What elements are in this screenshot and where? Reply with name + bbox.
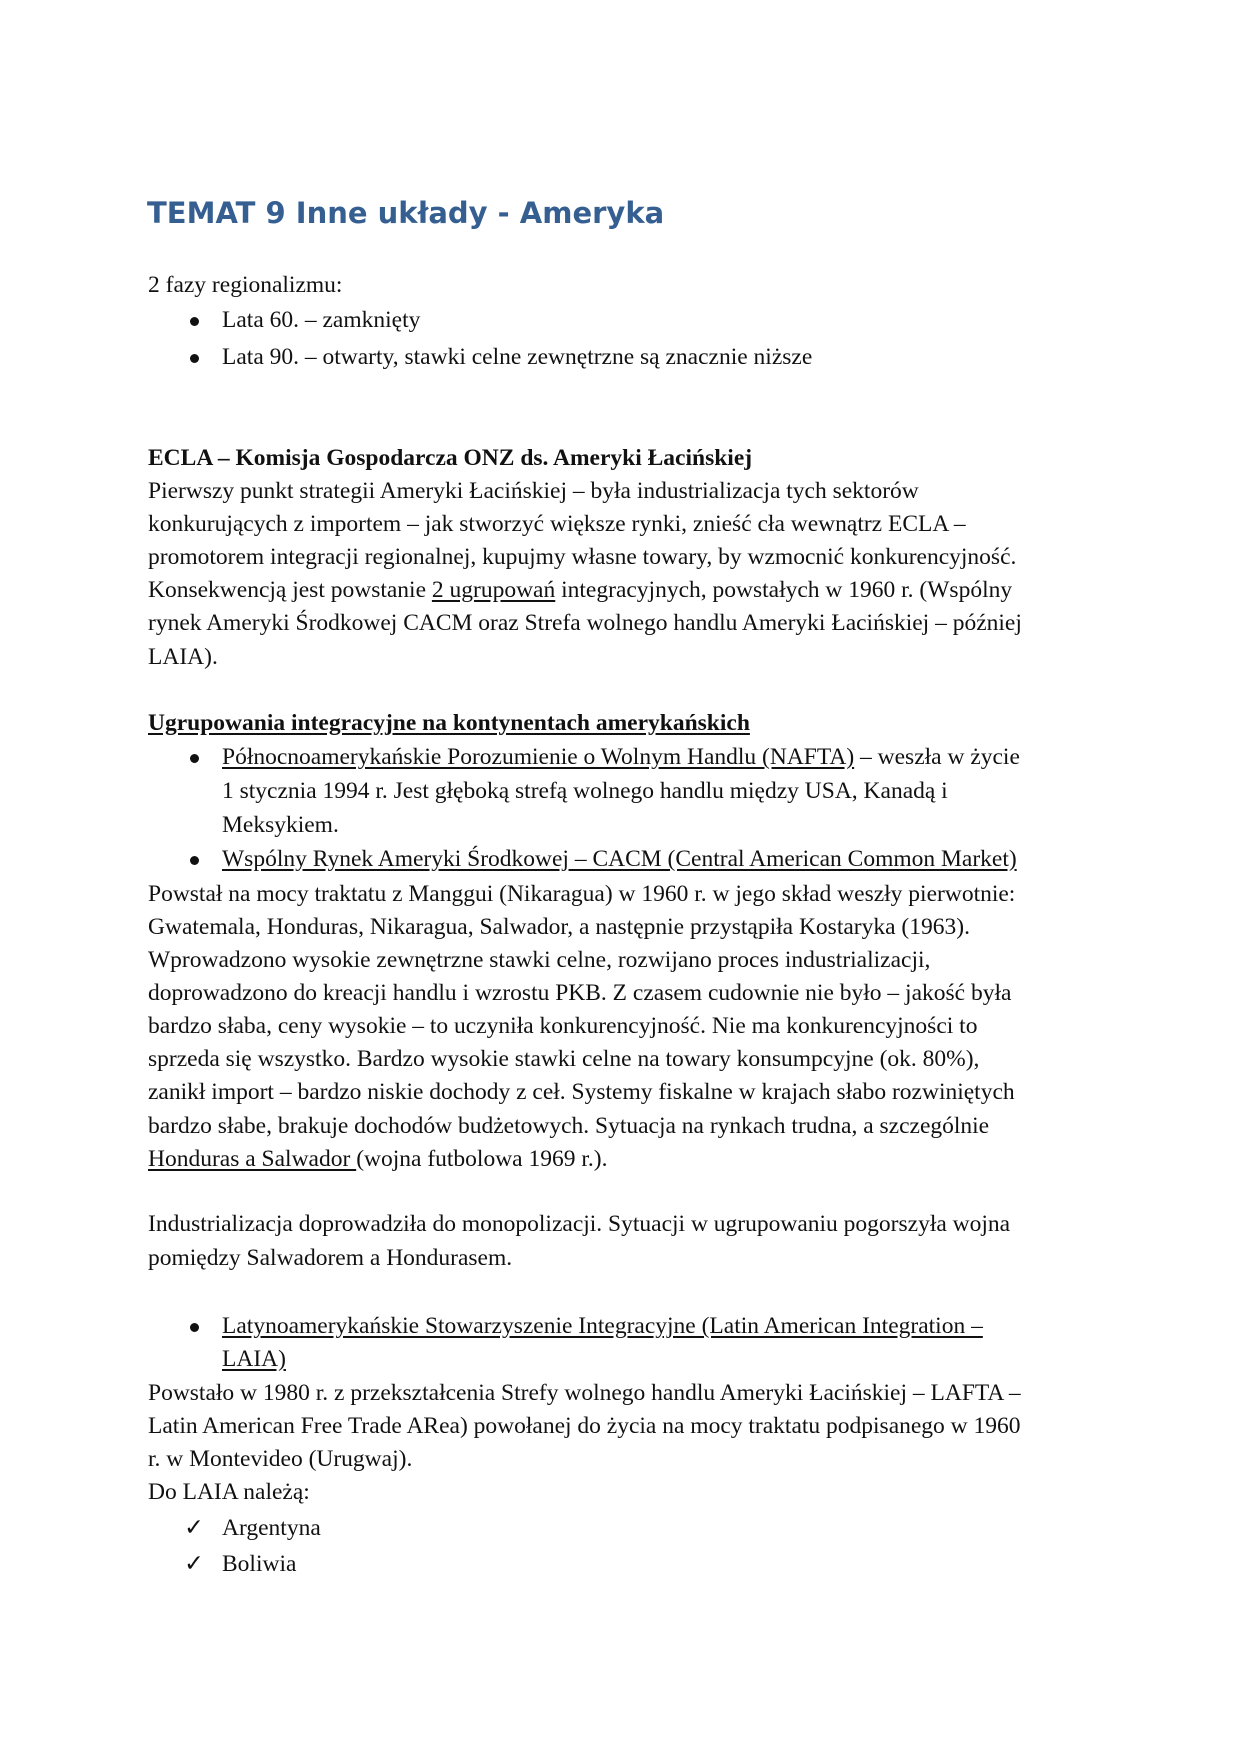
text-segment: Industrializacja doprowadziła do monopolizacji. Sytuacji w ugrupowaniu pogorszyła wojna <box>148 1211 1011 1237</box>
list-item <box>222 842 1017 876</box>
paragraph-line <box>148 1376 1021 1410</box>
paragraph-line <box>148 1075 1015 1109</box>
text-segment: Powstało w 1980 r. z przekształcenia Strefy wolnego handlu Ameryki Łacińskiej – LAFTA – <box>148 1380 1021 1406</box>
text-segment: pomiędzy Salwadorem a Hondurasem. <box>148 1245 513 1271</box>
list-item-continuation <box>222 1342 286 1376</box>
paragraph-line <box>148 441 752 475</box>
text-segment: Lata 60. – zamknięty <box>222 307 421 333</box>
text-segment: Konsekwencją jest powstanie <box>148 577 432 603</box>
list-item <box>222 340 812 374</box>
text-segment: Latin American Free Trade ARea) powołanej do życia na mocy traktatu podpisanego w 1960 <box>148 1413 1021 1439</box>
text-segment: Pierwszy punkt strategii Ameryki Łacińskiej – była industrializacja tych sektorów <box>148 478 919 504</box>
text-segment: 2 fazy regionalizmu: <box>148 272 343 298</box>
paragraph-line <box>148 268 342 302</box>
text-segment: 2 ugrupowań <box>431 577 556 603</box>
paragraph-line <box>148 1009 977 1043</box>
heading-text: Ugrupowania integracyjne na kontynentach amerykańskich <box>148 710 750 736</box>
text-segment: Powstał na mocy traktatu z Manggui (Nikaragua) w 1960 r. w jego skład weszły pierwotnie: <box>148 881 1016 907</box>
paragraph-line <box>148 507 966 541</box>
paragraph-line <box>148 910 970 944</box>
text-segment: promotorem integracji regionalnej, kupujmy własne towary, by wzmocnić konkurencyjność. <box>148 544 1017 570</box>
list-item <box>222 740 1020 774</box>
document-title: TEMAT 9 Inne układy - Ameryka <box>147 196 665 230</box>
text-segment: doprowadzono do kreacji handlu i wzrostu PKB. Z czasem cudownie nie było – jakość była <box>148 980 1012 1006</box>
text-segment: (wojna futbolowa 1969 r.). <box>356 1146 608 1172</box>
text-segment: Latynoamerykańskie Stowarzyszenie Integracyjne (Latin American Integration – <box>222 1313 983 1339</box>
paragraph-line <box>148 1207 1010 1241</box>
text-segment: bardzo słaba, ceny wysokie – to uczyniła konkurencyjność. Nie ma konkurencyjności to <box>148 1013 978 1039</box>
text-segment: Lata 90. – otwarty, stawki celne zewnętrzne są znacznie niższe <box>222 344 813 370</box>
text-segment: Honduras a Salwador <box>148 1146 357 1172</box>
paragraph-line <box>148 943 930 977</box>
text-segment: konkurujących z importem – jak stworzyć większe rynki, znieść cła wewnątrz ECLA – <box>148 511 966 537</box>
paragraph-line <box>148 474 919 508</box>
checkmark-icon: ✓ <box>184 1551 204 1577</box>
paragraph-line <box>148 1442 412 1476</box>
list-item-continuation <box>222 774 948 808</box>
paragraph-line <box>148 976 1011 1010</box>
heading-text: ECLA – Komisja Gospodarcza ONZ ds. Ameryki Łacińskiej <box>148 445 753 471</box>
bullet-dot-icon <box>184 740 204 774</box>
text-segment: integracyjnych, powstałych w 1960 r. (Wspólny <box>555 577 1013 603</box>
paragraph-line <box>148 1409 1021 1443</box>
list-item <box>184 1511 321 1545</box>
text-segment: Północnoamerykańskie Porozumienie o Wolnym Handlu (NAFTA) <box>222 744 855 770</box>
list-item-continuation <box>222 808 339 842</box>
paragraph-line <box>148 1109 989 1143</box>
paragraph-line <box>148 1475 310 1509</box>
text-segment: Wspólny Rynek Ameryki Środkowej – CACM (Central American Common Market) <box>222 846 1017 872</box>
list-item <box>222 1309 983 1343</box>
paragraph-line <box>148 606 1022 640</box>
text-segment: Boliwia <box>222 1551 297 1577</box>
text-segment: rynek Ameryki Środkowej CACM oraz Strefa wolnego handlu Ameryki Łacińskiej – później <box>148 610 1022 636</box>
paragraph-line <box>148 877 1015 911</box>
text-segment: LAIA). <box>148 644 218 670</box>
text-segment: Wprowadzono wysokie zewnętrzne stawki celne, rozwijano proces industrializacji, <box>148 947 931 973</box>
checkmark-icon: ✓ <box>184 1515 204 1541</box>
bullet-dot-icon <box>184 842 204 876</box>
text-segment: zanikł import – bardzo niskie dochody z ceł. Systemy fiskalne w krajach słabo rozwiniętych <box>148 1079 1015 1105</box>
text-segment: Do LAIA należą: <box>148 1479 310 1505</box>
paragraph-line <box>148 1142 607 1176</box>
list-item <box>184 1547 297 1581</box>
paragraph-line <box>148 1241 512 1275</box>
paragraph-line <box>148 640 218 674</box>
bullet-dot-icon <box>184 340 204 374</box>
text-segment: Meksykiem. <box>222 812 339 838</box>
paragraph-line <box>148 540 1016 574</box>
text-segment: LAIA) <box>222 1346 286 1372</box>
text-segment: – weszła w życie <box>854 744 1020 770</box>
text-segment: 1 stycznia 1994 r. Jest głęboką strefą wolnego handlu między USA, Kanadą i <box>222 778 948 804</box>
text-segment: sprzeda się wszystko. Bardzo wysokie stawki celne na towary konsumpcyjne (ok. 80%), <box>148 1046 980 1072</box>
text-segment: Argentyna <box>222 1515 321 1541</box>
text-segment: bardzo słabe, brakuje dochodów budżetowych. Sytuacja na rynkach trudna, a szczególnie <box>148 1113 990 1139</box>
bullet-dot-icon <box>184 1309 204 1343</box>
paragraph-line <box>148 573 1012 607</box>
text-segment: r. w Montevideo (Urugwaj). <box>148 1446 413 1472</box>
bullet-dot-icon <box>184 303 204 337</box>
text-segment: Gwatemala, Honduras, Nikaragua, Salwador, a następnie przystąpiła Kostaryka (1963). <box>148 914 970 940</box>
paragraph-line <box>148 1042 979 1076</box>
list-item <box>222 303 420 337</box>
paragraph-line <box>148 706 750 740</box>
